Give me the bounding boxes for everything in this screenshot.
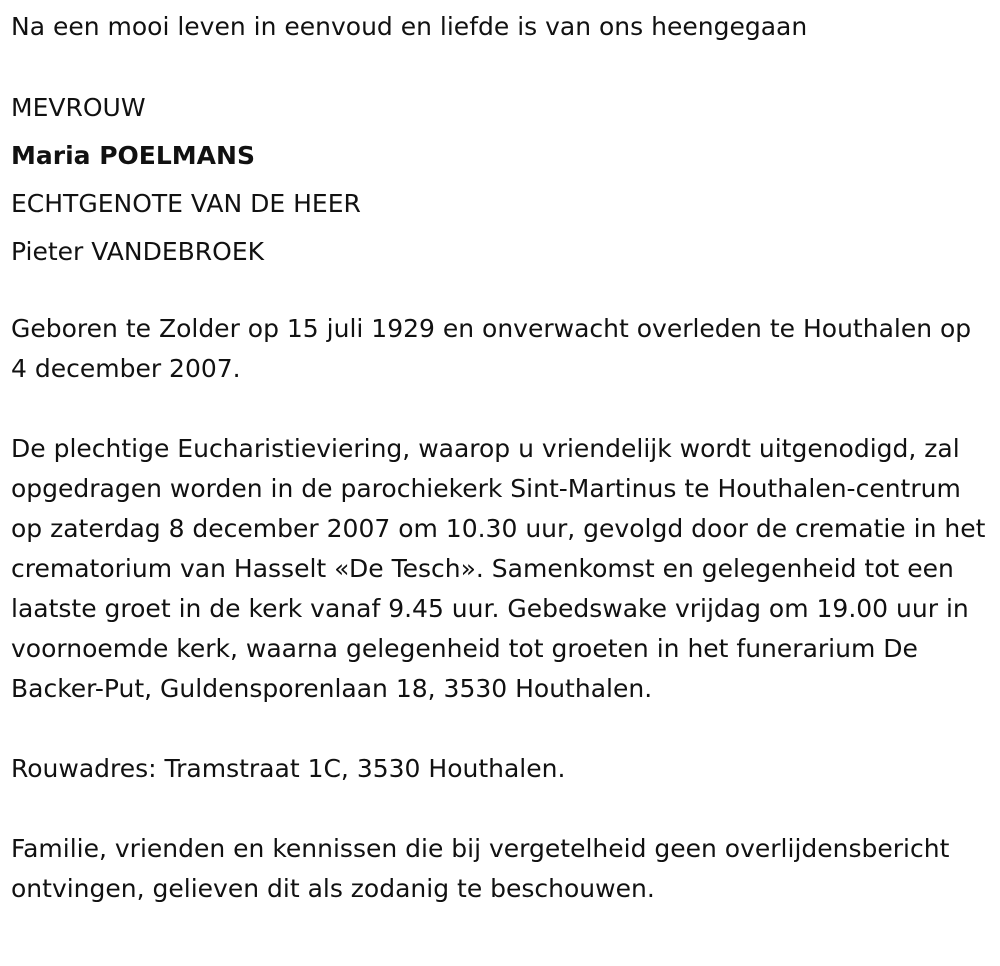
mourning-address: Rouwadres: Tramstraat 1C, 3530 Houthalen. [11, 754, 566, 783]
spouse-name: Pieter VANDEBROEK [11, 237, 265, 266]
spouse-title: ECHTGENOTE VAN DE HEER [11, 189, 361, 218]
spacer [11, 276, 991, 309]
ceremony-paragraph: De plechtige Eucharistieviering, waarop u vriendelijk wordt uitgenodigd, zal opgedragen worden in de parochiekerk Sint-Martinus te Houthalen-centrum op zaterdag 8 december 2007 om 10.30 uur, gevolgd door de crematie in het crematorium van Hasselt «De Tesch». Samenkomst en gelegenheid tot een laatste groet in de kerk vanaf 9.45 uur. Gebedswake vrijdag om 19.00 uur in voornoemde kerk, waarna gelegenheid tot groeten in het funerarium De Backer-Put, Guldensporenlaan 18, 3530 Houthalen. [11, 434, 986, 703]
spacer [11, 789, 991, 829]
honorific: MEVROUW [11, 93, 146, 122]
spacer [11, 709, 991, 749]
closing-paragraph: Familie, vrienden en kennissen die bij vergetelheid geen overlijdensbericht ontvingen, gelieven dit als zodanig te beschouwen. [11, 834, 950, 903]
birth-death-paragraph: Geboren te Zolder op 15 juli 1929 en onverwacht overleden te Houthalen op 4 december 2007. [11, 314, 972, 383]
spacer [11, 389, 991, 429]
obituary-notice [11, 0, 991, 909]
spacer [11, 51, 991, 84]
intro-line: Na een mooi leven in eenvoud en liefde is van ons heengegaan [11, 12, 808, 41]
deceased-name: Maria POELMANS [11, 141, 255, 170]
